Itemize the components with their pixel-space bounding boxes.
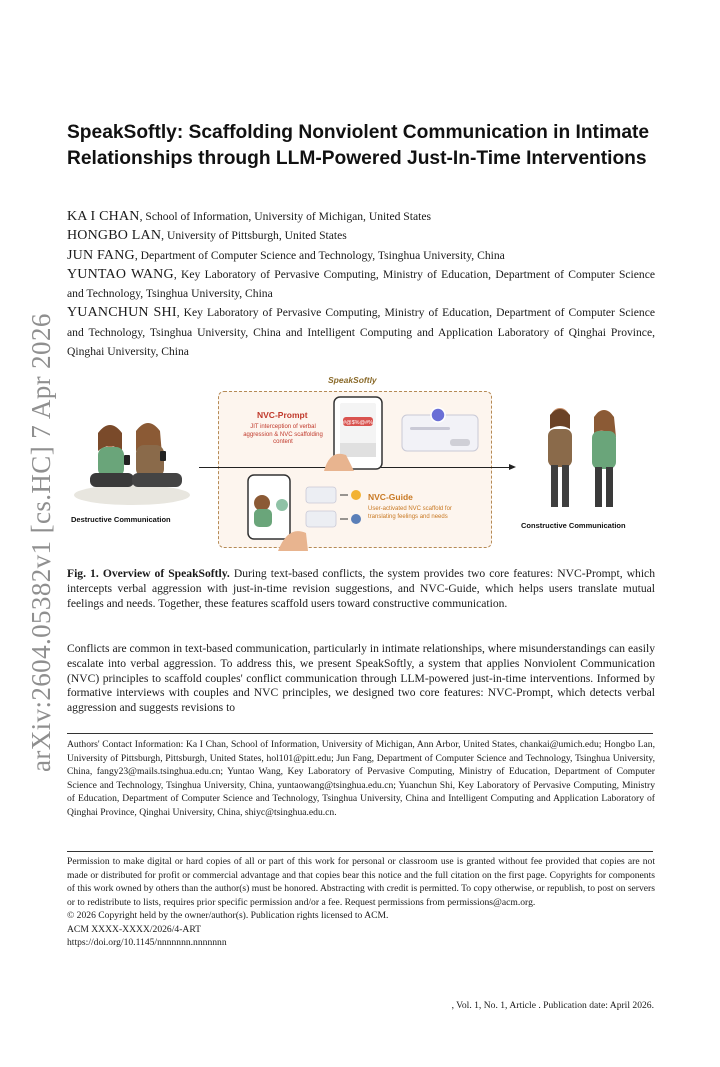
suggestion-card-illustration <box>400 405 482 457</box>
figure-caption <box>67 567 655 611</box>
paper-title: SpeakSoftly: Scaffolding Nonviolent Communication in Intimate Relationships through LLM-Powered Just-In-Time Interventions <box>67 122 650 169</box>
destructive-label: Destructive Communication <box>71 515 171 524</box>
author-entry <box>67 265 655 304</box>
author-name: YUANCHUN SHI <box>67 305 177 321</box>
figure-system-label: SpeakSoftly <box>328 375 377 385</box>
page-footer: , Vol. 1, No. 1, Article . Publication date: April 2026. <box>451 1000 654 1011</box>
author-affiliation: , School of Information, University of Michigan, United States <box>139 210 431 223</box>
acm-reference: ACM XXXX-XXXX/2026/4-ART <box>67 923 201 935</box>
nvc-prompt-description: JIT interception of verbal aggression & NVC scaffolding content <box>243 424 323 445</box>
abstract: Conflicts are common in text-based communication, particularly in intimate relationships, where misunderstandings can easily escalate into verbal aggression. To address this, we present SpeakSoftly, a system that applies Nonviolent Communication (NVC) principles to scaffold couples' conflict communication through LLM-powered just-in-time interventions. Informed by formative interviews with couples and NVC principles, we designed two core features: NVC-Prompt, which detects verbal aggression and suggests revisions to <box>67 642 655 715</box>
contact-information: Authors' Contact Information: Ka I Chan, School of Information, University of Michigan, Ann Arbor, United States, chankai@umich.edu; Hongbo Lan, University of Pittsburgh, Pittsburgh, United States, hol101@pitt.edu; Jun Fang, Department of Computer Science and Technology, Tsinghua University, China, fangy23@mails.tsinghua.edu.cn; Yuntao Wang, Key Laboratory of Pervasive Computing, Ministry of Education, Department of Computer Science and Technology, Tsinghua University, China, yuntaowang@tsinghua.edu.cn; Yuanchun Shi, Key Laboratory of Pervasive Computing, Ministry of Education, Department of Computer Science and Technology, Tsinghua University, China and Intelligent Computing and Application Laboratory of Qinghai Province, Qinghai University, China, shiyc@tsinghua.edu.cn. <box>67 739 655 818</box>
author-entry <box>67 226 655 245</box>
constructive-couple-illustration <box>536 403 630 515</box>
phone-bubble-text: #@$%@#% <box>342 420 374 426</box>
doi-link[interactable]: https://doi.org/10.1145/nnnnnnn.nnnnnnn <box>67 937 227 948</box>
author-list <box>67 207 655 361</box>
arxiv-watermark <box>26 282 58 772</box>
figure-overview <box>66 375 660 553</box>
nvc-guide-title: NVC-Guide <box>368 492 413 502</box>
contact-rule <box>67 733 653 734</box>
caption-text: During text-based conflicts, the system provides two core features: NVC-Prompt, which intercepts verbal aggression with just-in-time revision suggestions, and NVC-Guide, which helps users translate mutual feelings and needs. Together, these features scaffold users toward constructive communication. <box>67 567 655 610</box>
flow-arrow-head <box>509 464 516 470</box>
copyright-line: © 2026 Copyright held by the owner/author(s). Publication rights licensed to ACM. <box>67 910 389 921</box>
nvc-prompt-title: NVC-Prompt <box>257 410 308 420</box>
constructive-label: Constructive Communication <box>521 521 626 530</box>
author-affiliation: , Key Laboratory of Pervasive Computing, Ministry of Education, Department of Computer Science and Technology, Tsinghua University, China and Intelligent Computing and Application Laboratory of Qinghai Province, Qinghai University, China <box>67 306 655 359</box>
author-entry <box>67 246 655 265</box>
author-affiliation: , Department of Computer Science and Technology, Tsinghua University, China <box>134 248 505 262</box>
arxiv-id: arXiv:2604.05382v1 [cs.HC] 7 Apr 2026 <box>26 313 56 772</box>
author-name: KA I CHAN <box>67 209 140 224</box>
phone-prompt-illustration <box>324 395 396 471</box>
author-name: JUN FANG <box>67 247 135 263</box>
destructive-couple-illustration <box>70 411 194 511</box>
caption-lead: Fig. 1. Overview of SpeakSoftly. <box>67 567 230 580</box>
author-affiliation: , Key Laboratory of Pervasive Computing, Ministry of Education, Department of Computer Science and Technology, Tsinghua University, China <box>67 267 655 301</box>
author-name: HONGBO LAN <box>67 228 162 244</box>
guide-cards-illustration <box>304 483 366 533</box>
phone-guide-illustration <box>238 473 308 551</box>
permission-text: Permission to make digital or hard copies of all or part of this work for personal or classroom use is granted without fee provided that copies are not made or distributed for profit or commercial advantage and that copies bear this notice and the full citation on the first page. Copyrights for components of this work owned by others than the author(s) must be honored. Abstracting with credit is permitted. To copy otherwise, or republish, to post on servers or to redistribute to lists, requires prior specific permission and/or a fee. Request permissions from permissions@acm.org. <box>67 856 655 908</box>
nvc-guide-description: User-activated NVC scaffold for translating feelings and needs <box>368 506 452 520</box>
permission-rule <box>67 851 653 852</box>
author-entry <box>67 207 655 226</box>
author-name: YUNTAO WANG <box>67 266 174 282</box>
author-entry <box>67 303 655 361</box>
author-affiliation: , University of Pittsburgh, United States <box>161 229 347 243</box>
permission-notice <box>67 855 655 950</box>
